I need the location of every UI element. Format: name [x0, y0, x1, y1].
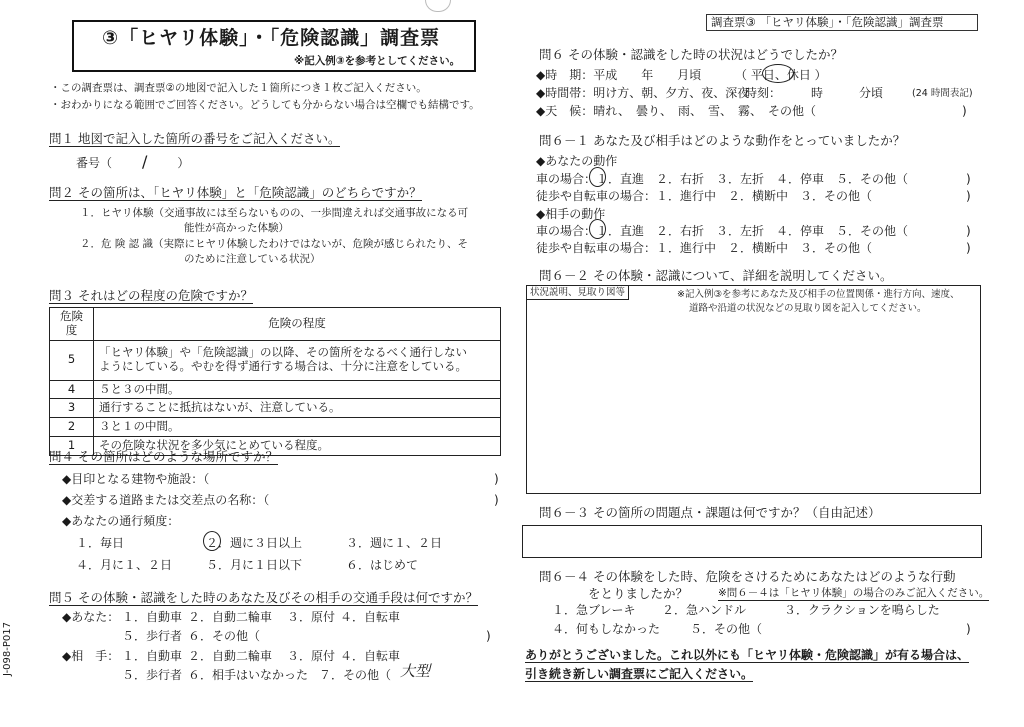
q64-opt-5[interactable]: ５．その他（ — [690, 622, 763, 636]
punch-hole — [425, 0, 451, 12]
crossing-close: ) — [494, 493, 499, 507]
thanks-line-2: 引き続き新しい調査票にご記入ください。 — [525, 667, 754, 681]
frequency-label: ◆あなたの通行頻度： — [62, 514, 180, 528]
q2-option-1[interactable]: １．ヒヤリ体験（交通事故には至らないものの、一歩間違えれば交通事故になる可 — [80, 207, 469, 219]
partner-car-close: ) — [966, 224, 971, 238]
partner-opt-1[interactable]: １．自動車 — [122, 649, 183, 663]
selected-circle — [589, 167, 606, 187]
q6-label: 問６ その体験・認識をした時の状況はどうでしたか？ — [539, 47, 843, 62]
page-subtitle: ※記入例③を参考としてください。 — [294, 55, 461, 67]
selected-circle — [589, 219, 606, 239]
partner-opt-7[interactable]: ７．その他（ — [319, 668, 392, 682]
freq-option-1[interactable]: １．毎日 — [76, 536, 125, 550]
q64-opt-2[interactable]: ２．急ハンドル — [662, 603, 747, 617]
q4-label: 問４ その箇所はどのような場所ですか？ — [49, 449, 278, 464]
partner-action-heading: ◆相手の動作 — [536, 207, 606, 221]
landmark-close: ) — [494, 472, 499, 486]
q64-note: ※問６－４は「ヒヤリ体験」の場合のみご記入ください。 — [718, 587, 990, 599]
partner-walk-close: ) — [966, 241, 971, 255]
q6-clock[interactable]: 時刻： 時 分頃 — [745, 86, 884, 100]
partner-label: ◆相 手： — [62, 649, 120, 663]
selected-circle — [762, 64, 794, 83]
you-action-heading: ◆あなたの動作 — [536, 154, 618, 168]
sketch-area[interactable] — [526, 285, 981, 494]
page-title: ③「ヒヤリ体験」・「危険認識」調査票 — [102, 27, 441, 49]
you-opt-6[interactable]: ６．その他（ — [188, 629, 261, 643]
risk-table — [49, 307, 501, 456]
table-row[interactable]: 1 その危険な状況を多少気にとめている程度。 — [50, 436, 501, 455]
landmark-field[interactable]: ◆目印となる建物や施設：（ — [62, 472, 210, 486]
partner-opt-4[interactable]: ４．自転車 — [340, 649, 401, 663]
you-opt-4[interactable]: ４．自転車 — [340, 610, 401, 624]
freq-option-3[interactable]: ３．週に１、２日 — [346, 536, 443, 550]
q2-option-2[interactable]: ２．危 険 認 識（実際にヒヤリ体験したわけではないが、危険が感じられたり、そ — [80, 238, 469, 250]
q6-weather-close: ) — [962, 104, 967, 118]
q6-weather[interactable]: ◆天 候：晴れ、 曇り、 雨、 雪、 霧、 その他（ — [536, 104, 816, 118]
q64-opt-1[interactable]: １．急ブレーキ — [552, 603, 636, 617]
you-car-options[interactable]: 車の場合：１．直進 ２．右折 ３．左折 ４．停車 ５．その他（ — [536, 172, 909, 186]
partner-car-options[interactable]: 車の場合：１．直進 ２．右折 ３．左折 ４．停車 ５．その他（ — [536, 224, 909, 238]
q6-time[interactable]: ◆時 期：平成 年 月頃 — [536, 68, 702, 82]
q1-label: 問１ 地図で記入した箇所の番号をご記入ください。 — [49, 131, 341, 146]
q1-number-field[interactable]: 番号（ / ） — [76, 152, 190, 171]
crossing-field[interactable]: ◆交差する道路または交差点の名称：（ — [62, 493, 270, 507]
q64-opt-4[interactable]: ４．何もしなかった — [552, 622, 661, 636]
partner-opt-2[interactable]: ２．自動二輪車 — [188, 649, 273, 663]
partner-opt-3[interactable]: ３．原付 — [287, 649, 336, 663]
q2-option-1-cont: 能性が高かった体験） — [184, 222, 289, 234]
you-car-close: ) — [966, 172, 971, 186]
q3-label: 問３ それはどの程度の危険ですか？ — [49, 288, 253, 303]
q6-day[interactable]: （ 平日、休日 ） — [735, 68, 827, 82]
intro-line-1: ・この調査票は、調査票②の地図で記入した１箇所につき１枚ご記入ください。 — [50, 82, 427, 94]
q64-opt-5-close: ) — [966, 622, 971, 636]
q61-label: 問６－１ あなた及び相手はどのような動作をとっていましたか？ — [539, 133, 906, 148]
freq-option-5[interactable]: ５．月に１日以下 — [206, 558, 303, 572]
table-row[interactable]: 5 「ヒヤリ体験」や「危険認識」の以降、その箇所をなるべく通行しない ようにしている。やむを得ず通行する場合は、十分に注意をしている。 — [50, 340, 501, 380]
you-opt-3[interactable]: ３．原付 — [287, 610, 336, 624]
partner-opt-5[interactable]: ５．歩行者 — [122, 668, 183, 682]
q2-option-2-cont: のために注意している状況） — [184, 253, 321, 265]
q6-hour[interactable]: ◆時間帯：明け方、朝、夕方、夜、深夜 — [536, 86, 750, 100]
sketch-tag: 状況説明、見取り図等 — [527, 286, 629, 300]
risk-header-degree: 危険の程度 — [94, 308, 501, 341]
title-box — [72, 20, 476, 72]
q5-label: 問５ その体験・認識をした時のあなた及びその相手の交通手段は何ですか？ — [49, 590, 478, 605]
sketch-note-1: ※記入例③を参考にあなた及び相手の位置関係・進行方向、速度、 — [677, 289, 960, 300]
q64-label-cont: をとりましたか？ — [588, 586, 689, 601]
freq-option-4[interactable]: ４．月に１、２日 — [76, 558, 173, 572]
q64-opt-3[interactable]: ３．クラクションを鳴らした — [784, 603, 940, 617]
you-opt-1[interactable]: １．自動車 — [122, 610, 183, 624]
q62-label: 問６－２ その体験・認識について、詳細を説明してください。 — [539, 268, 893, 283]
q63-label: 問６－３ その箇所の問題点・課題は何ですか？（自由記述） — [539, 505, 881, 520]
q64-label: 問６－４ その体験をした時、危険をさけるためにあなたはどのような行動 — [539, 569, 956, 584]
you-walk-options[interactable]: 徒歩や自転車の場合：１．進行中 ２．横断中 ３．その他（ — [536, 189, 873, 203]
partner-opt-6[interactable]: ６．相手はいなかった — [188, 668, 309, 682]
selected-circle — [203, 531, 221, 551]
q6-clock-note: (24 時間表記) — [912, 88, 973, 99]
q2-label: 問２ その箇所は、「ヒヤリ体験」と「危険認識」のどちらですか？ — [49, 185, 422, 200]
q63-answer-box[interactable] — [522, 525, 982, 558]
header-tag: 調査票③ 「ヒヤリ体験」・「危険認識」調査票 — [706, 14, 978, 31]
you-opt-5[interactable]: ５．歩行者 — [122, 629, 183, 643]
table-row[interactable]: 4 ５と３の中間。 — [50, 380, 501, 399]
you-opt-2[interactable]: ２．自動二輪車 — [188, 610, 273, 624]
sketch-note-2: 道路や沿道の状況などの見取り図を記入してください。 — [689, 303, 927, 314]
thanks-line-1: ありがとうございました。これ以外にも「ヒヤリ体験・危険認識」が有る場合は、 — [525, 648, 970, 662]
side-code: J-098-P017 — [2, 622, 13, 677]
you-opt-6-close: ) — [486, 629, 491, 643]
intro-line-2: ・おわかりになる範囲でご回答ください。どうしても分からない場合は空欄でも結構です。 — [50, 99, 480, 111]
partner-walk-options[interactable]: 徒歩や自転車の場合：１．進行中 ２．横断中 ３．その他（ — [536, 241, 873, 255]
risk-header-level: 危険度 — [50, 308, 94, 341]
freq-option-6[interactable]: ６．はじめて — [346, 558, 419, 572]
table-row[interactable]: 2 ３と１の中間。 — [50, 418, 501, 437]
table-row[interactable]: 3 通行することに抵抗はないが、注意している。 — [50, 399, 501, 418]
you-walk-close: ) — [966, 189, 971, 203]
freq-option-2[interactable]: ２．週に３日以上 — [206, 536, 303, 550]
handwritten-answer: 大型 — [400, 662, 431, 680]
you-label: ◆あなた： — [62, 610, 120, 624]
